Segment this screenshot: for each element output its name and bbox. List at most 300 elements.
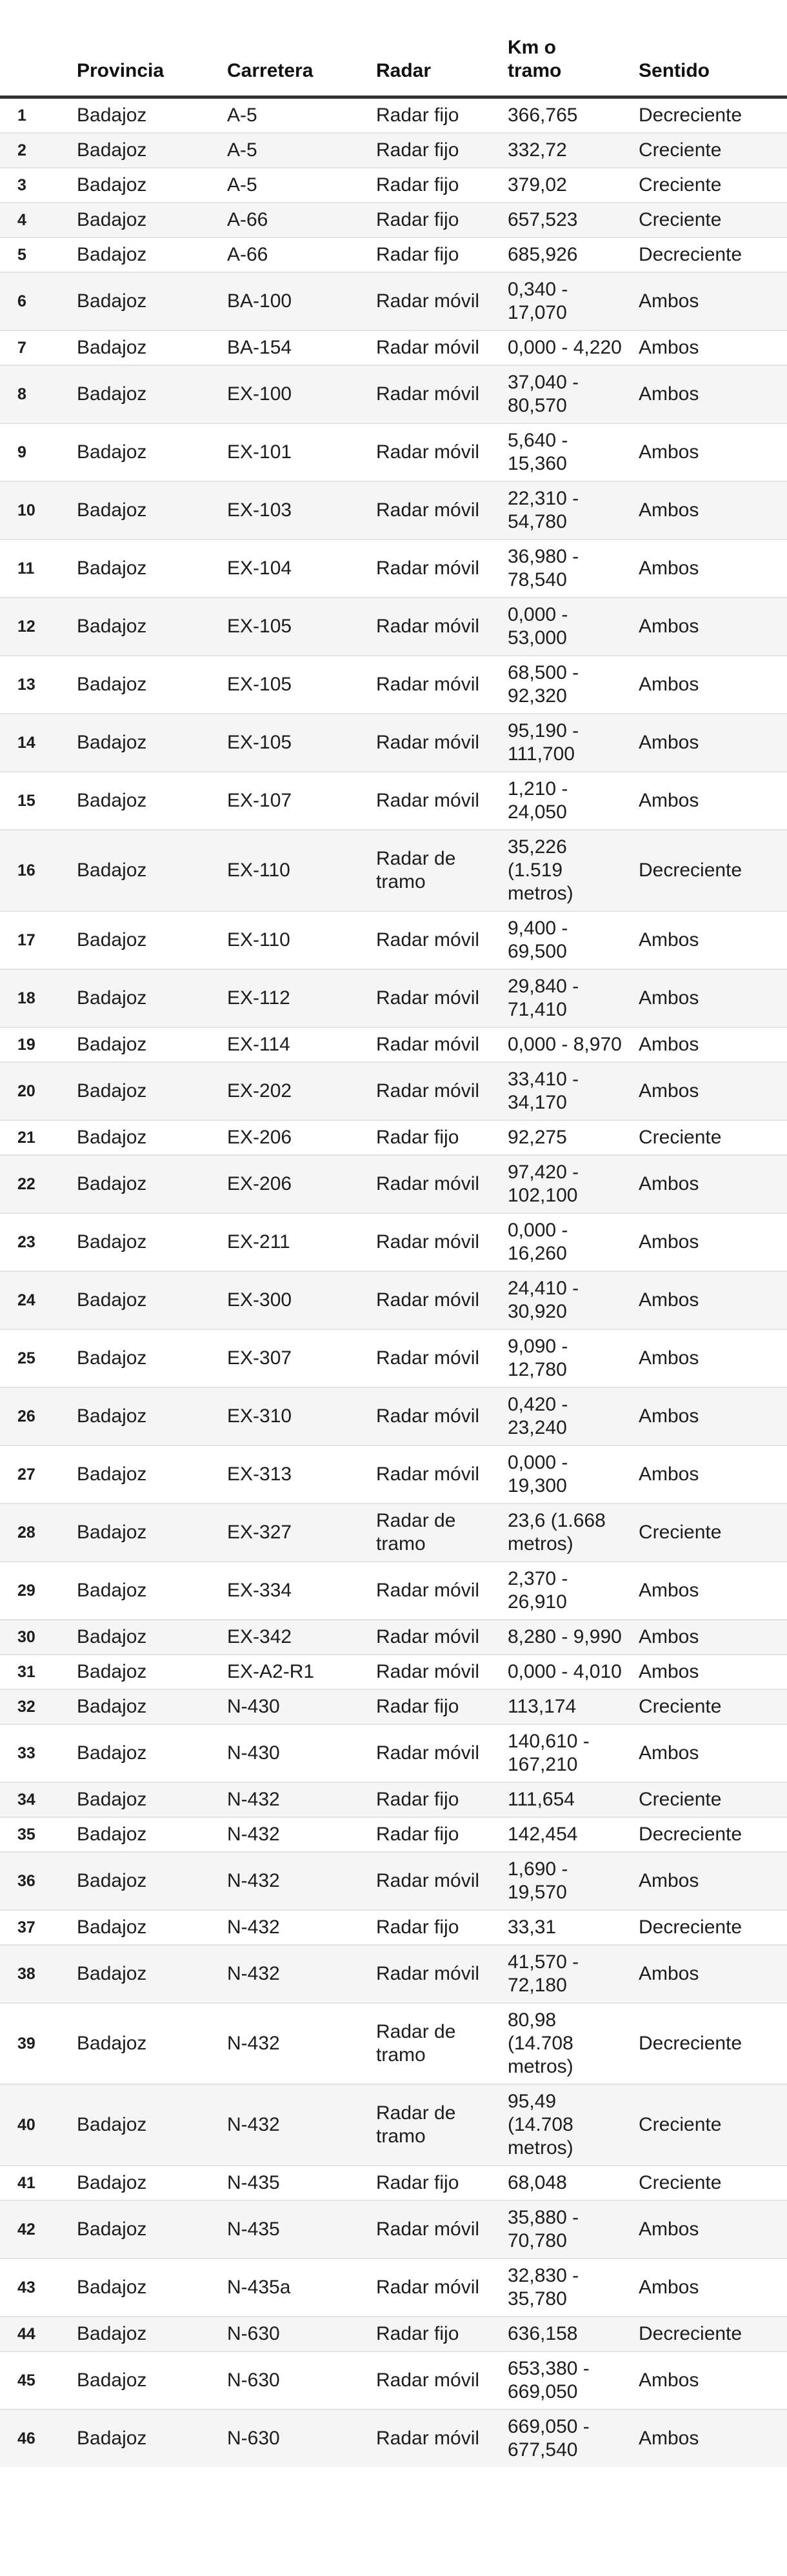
row-number: 19 xyxy=(17,1036,35,1054)
cell-carretera: EX-107 xyxy=(227,790,292,811)
table-row xyxy=(0,1562,787,1620)
cell-provincia: Badajoz xyxy=(77,1289,147,1311)
cell-radar: Radar móvil xyxy=(376,1347,480,1369)
cell-km-tramo: 33,410 - 34,170 xyxy=(508,1069,579,1113)
cell-carretera: EX-334 xyxy=(227,1580,292,1601)
cell-provincia: Badajoz xyxy=(77,1696,147,1717)
row-number: 39 xyxy=(17,2035,35,2053)
header-cell-provincia xyxy=(77,0,227,97)
cell-provincia: Badajoz xyxy=(77,1231,147,1253)
cell-carretera: EX-313 xyxy=(227,1464,292,1485)
cell-carretera: N-432 xyxy=(227,2114,280,2135)
header-label: Carretera xyxy=(227,60,314,81)
cell-km-tramo: 68,048 xyxy=(508,2172,567,2193)
cell-radar: Radar de tramo xyxy=(376,2102,456,2147)
row-number: 20 xyxy=(17,1082,35,1100)
cell-sentido: Ambos xyxy=(639,1580,699,1601)
cell-km-tramo: 23,6 (1.668 metros) xyxy=(508,1510,606,1555)
cell-carretera: EX-211 xyxy=(227,1231,290,1253)
cell-carretera: EX-327 xyxy=(227,1522,292,1543)
table-row xyxy=(0,203,787,237)
cell-provincia: Badajoz xyxy=(77,290,147,312)
cell-sentido: Ambos xyxy=(639,1405,699,1427)
cell-radar: Radar móvil xyxy=(376,1405,480,1427)
cell-carretera: EX-110 xyxy=(227,929,290,951)
cell-provincia: Badajoz xyxy=(77,1127,147,1148)
table-row xyxy=(0,1910,787,1945)
cell-sentido: Creciente xyxy=(639,1522,722,1543)
cell-km-tramo: 669,050 - 677,540 xyxy=(508,2416,590,2460)
cell-provincia: Badajoz xyxy=(77,383,147,405)
table-row xyxy=(0,911,787,969)
cell-km-tramo: 379,02 xyxy=(508,174,567,196)
cell-provincia: Badajoz xyxy=(77,2172,147,2193)
cell-carretera: N-432 xyxy=(227,1870,280,1891)
row-number: 42 xyxy=(17,2220,35,2239)
row-number: 14 xyxy=(17,734,35,752)
cell-carretera: EX-300 xyxy=(227,1289,292,1311)
row-number: 21 xyxy=(17,1129,35,1147)
table-row xyxy=(0,1120,787,1155)
cell-km-tramo: 32,830 - 35,780 xyxy=(508,2265,579,2309)
cell-km-tramo: 97,420 - 102,100 xyxy=(508,1162,579,1206)
cell-radar: Radar móvil xyxy=(376,1080,480,1102)
cell-carretera: EX-105 xyxy=(227,674,292,695)
table-row xyxy=(0,1329,787,1387)
cell-carretera: EX-110 xyxy=(227,860,290,881)
cell-sentido: Ambos xyxy=(639,1661,699,1682)
table-row xyxy=(0,772,787,830)
table-row xyxy=(0,2351,787,2410)
row-number: 4 xyxy=(17,211,26,229)
cell-radar: Radar fijo xyxy=(376,1127,459,1148)
cell-provincia: Badajoz xyxy=(77,2323,147,2344)
table-row xyxy=(0,2166,787,2200)
cell-radar: Radar de tramo xyxy=(376,848,456,892)
table-row xyxy=(0,714,787,772)
row-number: 40 xyxy=(17,2116,35,2134)
row-number: 5 xyxy=(17,246,26,264)
table-row xyxy=(0,1504,787,1562)
cell-km-tramo: 9,400 - 69,500 xyxy=(508,918,568,962)
cell-carretera: A-5 xyxy=(227,174,257,196)
cell-carretera: A-66 xyxy=(227,244,268,265)
header-label: Km o tramo xyxy=(508,37,562,81)
cell-provincia: Badajoz xyxy=(77,1464,147,1485)
cell-km-tramo: 142,454 xyxy=(508,1824,578,1845)
cell-km-tramo: 37,040 - 80,570 xyxy=(508,372,579,416)
cell-sentido: Ambos xyxy=(639,1870,699,1891)
cell-sentido: Ambos xyxy=(639,1963,699,1984)
cell-carretera: EX-A2-R1 xyxy=(227,1661,315,1682)
cell-km-tramo: 0,420 - 23,240 xyxy=(508,1394,568,1438)
cell-km-tramo: 8,280 - 9,990 xyxy=(508,1626,622,1647)
cell-sentido: Creciente xyxy=(639,139,722,161)
cell-km-tramo: 1,210 - 24,050 xyxy=(508,778,568,823)
table-row xyxy=(0,2084,787,2166)
header-row xyxy=(0,0,787,97)
table-row xyxy=(0,1155,787,1213)
cell-km-tramo: 41,570 - 72,180 xyxy=(508,1951,579,1996)
header-cell-sentido xyxy=(639,0,787,97)
header-label: Sentido xyxy=(639,60,710,81)
row-number: 37 xyxy=(17,1918,35,1937)
table-row xyxy=(0,2317,787,2351)
cell-sentido: Ambos xyxy=(639,1173,699,1194)
cell-sentido: Creciente xyxy=(639,2114,722,2135)
cell-sentido: Ambos xyxy=(639,674,699,695)
cell-sentido: Ambos xyxy=(639,441,699,463)
cell-km-tramo: 366,765 xyxy=(508,105,578,126)
cell-km-tramo: 0,000 - 19,300 xyxy=(508,1452,568,1496)
row-number: 10 xyxy=(17,501,35,519)
cell-radar: Radar móvil xyxy=(376,790,480,811)
cell-carretera: EX-206 xyxy=(227,1127,292,1148)
cell-sentido: Decreciente xyxy=(639,105,742,126)
cell-provincia: Badajoz xyxy=(77,2370,147,2391)
cell-sentido: Decreciente xyxy=(639,1917,742,1938)
cell-carretera: EX-307 xyxy=(227,1347,292,1369)
cell-carretera: BA-154 xyxy=(227,337,292,358)
cell-provincia: Badajoz xyxy=(77,441,147,463)
cell-sentido: Ambos xyxy=(639,290,699,312)
cell-provincia: Badajoz xyxy=(77,558,147,579)
cell-carretera: EX-206 xyxy=(227,1173,292,1194)
row-number: 26 xyxy=(17,1407,35,1425)
cell-km-tramo: 29,840 - 71,410 xyxy=(508,976,579,1020)
cell-km-tramo: 80,98 (14.708 metros) xyxy=(508,2009,573,2077)
cell-carretera: EX-105 xyxy=(227,616,292,637)
row-number: 45 xyxy=(17,2371,35,2390)
row-number: 35 xyxy=(17,1826,35,1844)
cell-radar: Radar móvil xyxy=(376,732,480,753)
cell-carretera: EX-105 xyxy=(227,732,292,753)
cell-km-tramo: 111,654 xyxy=(508,1789,575,1810)
cell-carretera: EX-342 xyxy=(227,1626,292,1647)
table-row xyxy=(0,1852,787,1910)
cell-km-tramo: 113,174 xyxy=(508,1696,577,1717)
table-row xyxy=(0,1724,787,1782)
cell-radar: Radar fijo xyxy=(376,209,459,230)
row-number: 24 xyxy=(17,1291,35,1309)
cell-sentido: Ambos xyxy=(639,732,699,753)
cell-km-tramo: 35,226 (1.519 metros) xyxy=(508,836,573,904)
table-row xyxy=(0,969,787,1027)
cell-sentido: Ambos xyxy=(639,558,699,579)
cell-km-tramo: 140,610 - 167,210 xyxy=(508,1731,590,1775)
table-row xyxy=(0,237,787,272)
cell-carretera: EX-202 xyxy=(227,1080,292,1102)
cell-provincia: Badajoz xyxy=(77,139,147,161)
cell-sentido: Ambos xyxy=(639,790,699,811)
cell-radar: Radar móvil xyxy=(376,1580,480,1601)
cell-sentido: Decreciente xyxy=(639,2033,742,2054)
cell-radar: Radar móvil xyxy=(376,1289,480,1311)
cell-carretera: EX-114 xyxy=(227,1034,290,1055)
cell-provincia: Badajoz xyxy=(77,732,147,753)
cell-km-tramo: 9,090 - 12,780 xyxy=(508,1336,568,1380)
header-cell-km-o-tramo xyxy=(508,0,639,97)
cell-radar: Radar fijo xyxy=(376,174,459,196)
table-row xyxy=(0,1213,787,1271)
row-number: 13 xyxy=(17,676,35,694)
row-number: 16 xyxy=(17,861,35,880)
cell-provincia: Badajoz xyxy=(77,499,147,521)
cell-sentido: Decreciente xyxy=(639,1824,742,1845)
cell-sentido: Ambos xyxy=(639,1034,699,1055)
cell-carretera: N-430 xyxy=(227,1696,280,1717)
header-cell-radar xyxy=(376,0,508,97)
table-row xyxy=(0,539,787,598)
table-row xyxy=(0,1655,787,1689)
table-row xyxy=(0,168,787,203)
cell-provincia: Badajoz xyxy=(77,1870,147,1891)
row-number: 33 xyxy=(17,1744,35,1762)
row-number: 31 xyxy=(17,1663,35,1681)
cell-sentido: Creciente xyxy=(639,174,722,196)
cell-km-tramo: 653,380 - 669,050 xyxy=(508,2358,590,2402)
cell-radar: Radar móvil xyxy=(376,1231,480,1253)
cell-radar: Radar de tramo xyxy=(376,1510,456,1555)
row-number: 25 xyxy=(17,1349,35,1367)
cell-carretera: EX-103 xyxy=(227,499,292,521)
cell-radar: Radar móvil xyxy=(376,499,480,521)
cell-provincia: Badajoz xyxy=(77,1661,147,1682)
cell-radar: Radar móvil xyxy=(376,558,480,579)
cell-radar: Radar móvil xyxy=(376,616,480,637)
cell-km-tramo: 35,880 - 70,780 xyxy=(508,2207,579,2251)
row-number: 22 xyxy=(17,1175,35,1193)
table-row xyxy=(0,1062,787,1120)
cell-radar: Radar móvil xyxy=(376,1464,480,1485)
header-cell-carretera xyxy=(227,0,376,97)
cell-km-tramo: 36,980 - 78,540 xyxy=(508,546,579,590)
cell-radar: Radar móvil xyxy=(376,337,480,358)
table-row xyxy=(0,2003,787,2084)
cell-km-tramo: 0,000 - 16,260 xyxy=(508,1220,568,1264)
row-number: 1 xyxy=(17,106,26,125)
cell-provincia: Badajoz xyxy=(77,929,147,951)
row-number: 12 xyxy=(17,618,35,636)
cell-carretera: N-435 xyxy=(227,2219,280,2240)
cell-radar: Radar de tramo xyxy=(376,2021,456,2066)
cell-radar: Radar móvil xyxy=(376,1626,480,1647)
cell-sentido: Ambos xyxy=(639,929,699,951)
cell-km-tramo: 1,690 - 19,570 xyxy=(508,1858,568,1903)
row-number: 44 xyxy=(17,2325,35,2343)
cell-provincia: Badajoz xyxy=(77,616,147,637)
row-number: 7 xyxy=(17,339,26,357)
table-row xyxy=(0,365,787,423)
cell-sentido: Ambos xyxy=(639,1289,699,1311)
cell-provincia: Badajoz xyxy=(77,2114,147,2135)
cell-provincia: Badajoz xyxy=(77,1173,147,1194)
cell-sentido: Ambos xyxy=(639,616,699,637)
cell-radar: Radar móvil xyxy=(376,987,480,1009)
cell-sentido: Creciente xyxy=(639,2172,722,2193)
cell-carretera: N-432 xyxy=(227,1824,280,1845)
row-number: 43 xyxy=(17,2279,35,2297)
cell-carretera: A-66 xyxy=(227,209,268,230)
row-number: 36 xyxy=(17,1872,35,1890)
cell-provincia: Badajoz xyxy=(77,674,147,695)
table-row xyxy=(0,1387,787,1445)
cell-provincia: Badajoz xyxy=(77,2277,147,2298)
table-row xyxy=(0,1782,787,1817)
row-number: 8 xyxy=(17,385,26,403)
cell-radar: Radar móvil xyxy=(376,2370,480,2391)
cell-km-tramo: 95,190 - 111,700 xyxy=(508,720,579,765)
row-number: 3 xyxy=(17,176,26,194)
cell-radar: Radar móvil xyxy=(376,290,480,312)
row-number: 28 xyxy=(17,1524,35,1542)
table-row xyxy=(0,1689,787,1724)
table-row xyxy=(0,2259,787,2317)
row-number: 23 xyxy=(17,1233,35,1251)
cell-provincia: Badajoz xyxy=(77,1034,147,1055)
table-row xyxy=(0,1027,787,1062)
cell-radar: Radar móvil xyxy=(376,1742,480,1764)
cell-radar: Radar fijo xyxy=(376,1824,459,1845)
cell-radar: Radar fijo xyxy=(376,105,459,126)
table-row xyxy=(0,2410,787,2467)
table-row xyxy=(0,272,787,330)
cell-km-tramo: 657,523 xyxy=(508,209,578,230)
row-number: 46 xyxy=(17,2430,35,2448)
cell-radar: Radar móvil xyxy=(376,674,480,695)
cell-provincia: Badajoz xyxy=(77,987,147,1009)
table-row xyxy=(0,423,787,481)
cell-provincia: Badajoz xyxy=(77,1789,147,1810)
header-cell-index xyxy=(0,0,77,97)
cell-provincia: Badajoz xyxy=(77,1824,147,1845)
cell-sentido: Ambos xyxy=(639,337,699,358)
cell-km-tramo: 0,000 - 53,000 xyxy=(508,604,568,649)
cell-provincia: Badajoz xyxy=(77,244,147,265)
cell-radar: Radar fijo xyxy=(376,244,459,265)
cell-sentido: Ambos xyxy=(639,1231,699,1253)
header-label: Provincia xyxy=(77,60,164,81)
cell-km-tramo: 22,310 - 54,780 xyxy=(508,488,579,532)
cell-km-tramo: 33,31 xyxy=(508,1917,557,1938)
cell-km-tramo: 636,158 xyxy=(508,2323,578,2344)
cell-km-tramo: 68,500 - 92,320 xyxy=(508,662,579,707)
table-row xyxy=(0,330,787,365)
cell-provincia: Badajoz xyxy=(77,1580,147,1601)
cell-radar: Radar fijo xyxy=(376,2172,459,2193)
cell-carretera: EX-104 xyxy=(227,558,292,579)
cell-carretera: N-435 xyxy=(227,2172,280,2193)
row-number: 17 xyxy=(17,931,35,949)
cell-sentido: Ambos xyxy=(639,2277,699,2298)
cell-carretera: N-630 xyxy=(227,2428,280,2449)
row-number: 11 xyxy=(17,559,35,578)
row-number: 29 xyxy=(17,1582,35,1600)
table-header xyxy=(0,0,787,97)
cell-provincia: Badajoz xyxy=(77,337,147,358)
cell-radar: Radar móvil xyxy=(376,1173,480,1194)
cell-km-tramo: 0,340 - 17,070 xyxy=(508,279,568,323)
table-row xyxy=(0,1945,787,2003)
cell-sentido: Ambos xyxy=(639,2428,699,2449)
cell-carretera: A-5 xyxy=(227,105,257,126)
cell-km-tramo: 24,410 - 30,920 xyxy=(508,1278,579,1322)
row-number: 32 xyxy=(17,1698,35,1716)
cell-provincia: Badajoz xyxy=(77,209,147,230)
cell-provincia: Badajoz xyxy=(77,2428,147,2449)
cell-km-tramo: 0,000 - 8,970 xyxy=(508,1034,622,1055)
cell-carretera: N-430 xyxy=(227,1742,280,1764)
cell-sentido: Creciente xyxy=(639,1696,722,1717)
cell-sentido: Decreciente xyxy=(639,2323,742,2344)
cell-radar: Radar fijo xyxy=(376,2323,459,2344)
table-row xyxy=(0,133,787,168)
cell-radar: Radar fijo xyxy=(376,139,459,161)
cell-radar: Radar móvil xyxy=(376,441,480,463)
table-row xyxy=(0,97,787,134)
cell-km-tramo: 95,49 (14.708 metros) xyxy=(508,2091,573,2158)
cell-sentido: Creciente xyxy=(639,209,722,230)
cell-radar: Radar móvil xyxy=(376,1661,480,1682)
table-row xyxy=(0,1445,787,1504)
cell-carretera: EX-112 xyxy=(227,987,290,1009)
cell-radar: Radar móvil xyxy=(376,383,480,405)
header-label: Radar xyxy=(376,60,432,81)
cell-radar: Radar móvil xyxy=(376,2219,480,2240)
cell-provincia: Badajoz xyxy=(77,790,147,811)
cell-provincia: Badajoz xyxy=(77,1626,147,1647)
cell-provincia: Badajoz xyxy=(77,1917,147,1938)
cell-provincia: Badajoz xyxy=(77,1963,147,1984)
table-row xyxy=(0,1271,787,1329)
cell-radar: Radar fijo xyxy=(376,1789,459,1810)
cell-km-tramo: 2,370 - 26,910 xyxy=(508,1568,568,1613)
cell-sentido: Ambos xyxy=(639,383,699,405)
cell-carretera: EX-100 xyxy=(227,383,292,405)
table-body xyxy=(0,97,787,2468)
row-number: 38 xyxy=(17,1965,35,1983)
cell-sentido: Creciente xyxy=(639,1127,722,1148)
cell-sentido: Ambos xyxy=(639,499,699,521)
cell-sentido: Decreciente xyxy=(639,244,742,265)
cell-sentido: Creciente xyxy=(639,1789,722,1810)
cell-carretera: N-432 xyxy=(227,1963,280,1984)
cell-provincia: Badajoz xyxy=(77,1347,147,1369)
table-row xyxy=(0,481,787,539)
table-row xyxy=(0,598,787,656)
cell-km-tramo: 332,72 xyxy=(508,139,567,161)
cell-km-tramo: 0,000 - 4,010 xyxy=(508,1661,622,1682)
cell-km-tramo: 5,640 - 15,360 xyxy=(508,430,568,474)
cell-radar: Radar móvil xyxy=(376,929,480,951)
cell-sentido: Ambos xyxy=(639,1347,699,1369)
cell-km-tramo: 92,275 xyxy=(508,1127,567,1148)
cell-carretera: EX-310 xyxy=(227,1405,292,1427)
table-row xyxy=(0,656,787,714)
cell-carretera: EX-101 xyxy=(227,441,292,463)
cell-carretera: N-432 xyxy=(227,2033,280,2054)
cell-sentido: Ambos xyxy=(639,1464,699,1485)
cell-sentido: Ambos xyxy=(639,2219,699,2240)
cell-radar: Radar móvil xyxy=(376,1963,480,1984)
cell-radar: Radar móvil xyxy=(376,1034,480,1055)
cell-carretera: N-432 xyxy=(227,1789,280,1810)
cell-radar: Radar fijo xyxy=(376,1917,459,1938)
cell-provincia: Badajoz xyxy=(77,860,147,881)
row-number: 15 xyxy=(17,792,35,810)
cell-km-tramo: 685,926 xyxy=(508,244,578,265)
cell-carretera: BA-100 xyxy=(227,290,292,312)
